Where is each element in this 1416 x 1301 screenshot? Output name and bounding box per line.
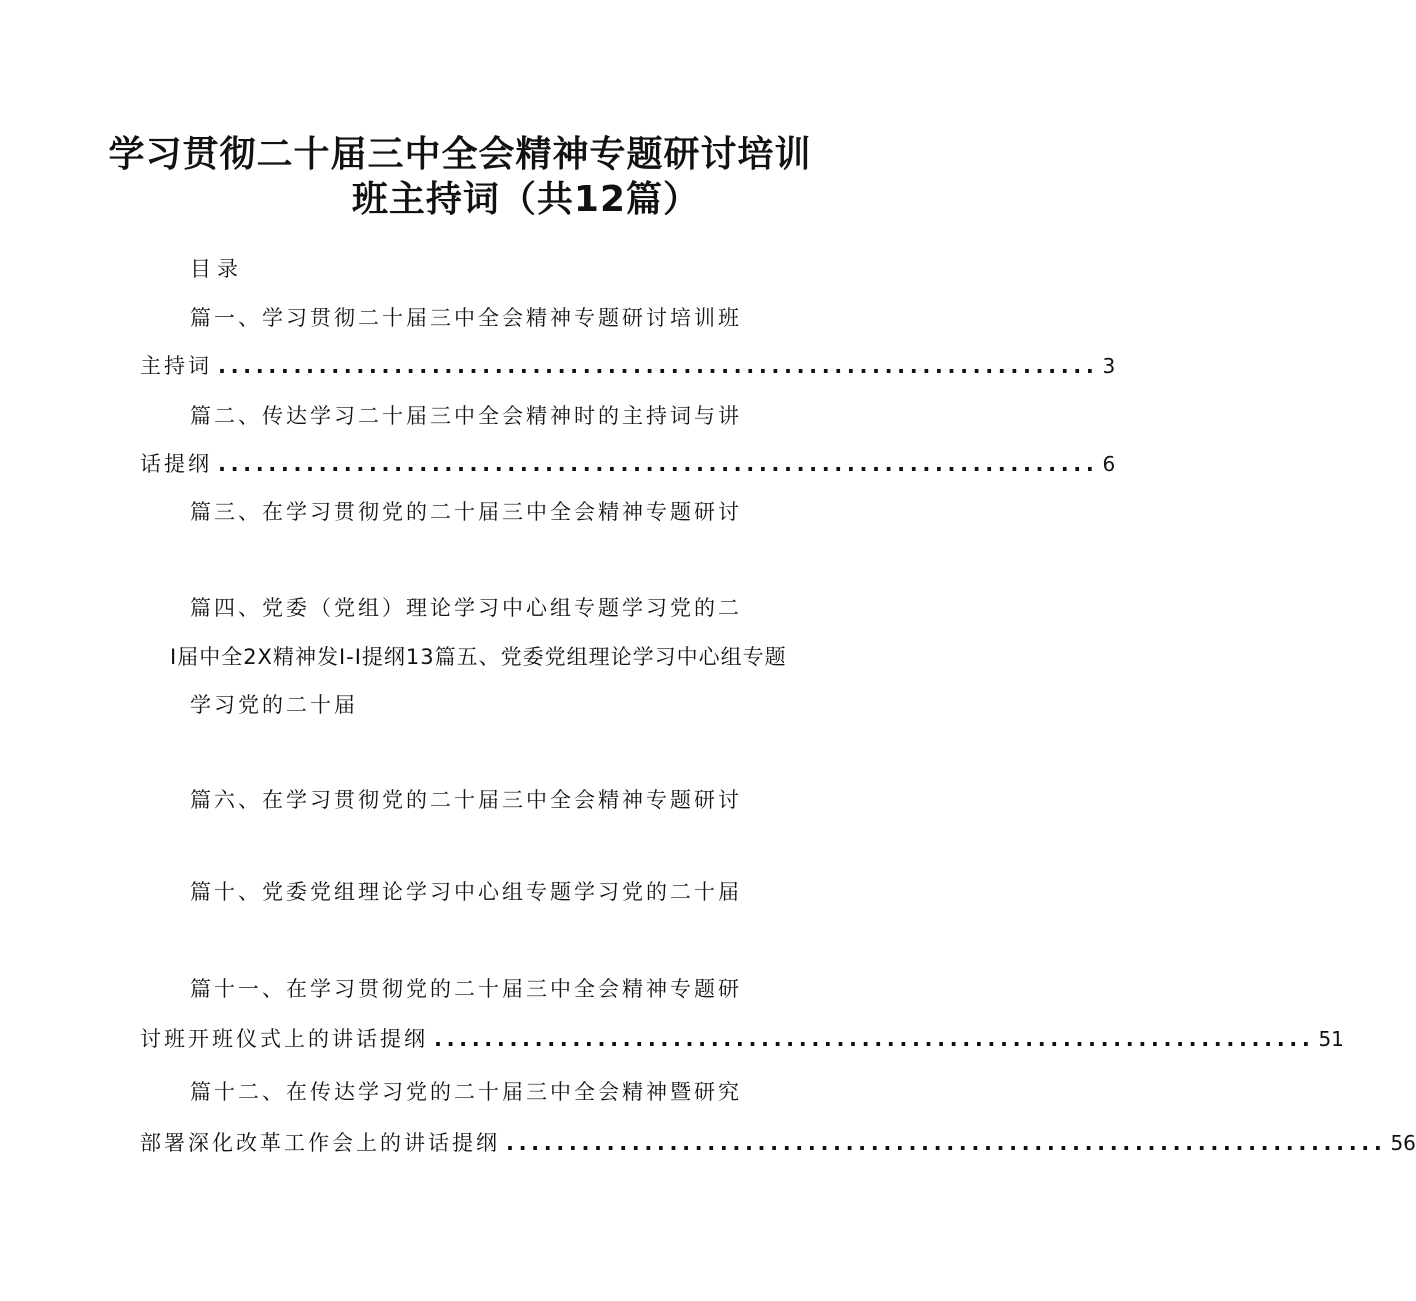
toc-entry-12-cont-text: 部署深化改革工作会上的讲话提纲 <box>140 1131 500 1155</box>
toc-entry-3[interactable]: 篇三、在学习贯彻党的二十届三中全会精神专题研讨 <box>190 500 742 524</box>
toc-leader-dots: ...................................................................... <box>218 452 1099 476</box>
toc-entry-1-page: 3 <box>1102 354 1116 378</box>
toc-leader-dots: ...................................................................... <box>506 1131 1387 1155</box>
toc-entry-12[interactable]: 篇十二、在传达学习党的二十届三中全会精神暨研究 <box>190 1080 742 1104</box>
toc-entry-10[interactable]: 篇十、党委党组理论学习中心组专题学习党的二十届 <box>190 880 742 904</box>
toc-entry-11[interactable]: 篇十一、在学习贯彻党的二十届三中全会精神专题研 <box>190 977 742 1001</box>
toc-entry-garbled[interactable]: I届中全2X精神发I-I提纲13篇五、党委党组理论学习中心组专题 <box>170 645 787 669</box>
toc-entry-12-continuation[interactable] <box>140 1128 1416 1158</box>
document-title-line-1: 学习贯彻二十届三中全会精神专题研讨培训 <box>108 134 812 175</box>
toc-leader-dots: ...................................................................... <box>434 1027 1315 1051</box>
toc-entry-5-continuation[interactable]: 学习党的二十届 <box>190 693 358 717</box>
toc-entry-1-cont-text: 主持词 <box>140 354 212 378</box>
toc-entry-1-continuation[interactable] <box>140 351 1116 381</box>
toc-entry-11-cont-text: 讨班开班仪式上的讲话提纲 <box>140 1027 428 1051</box>
toc-heading: 目录 <box>190 257 244 281</box>
toc-entry-2-cont-text: 话提纲 <box>140 452 212 476</box>
toc-entry-2-page: 6 <box>1102 452 1116 476</box>
toc-leader-dots: ...................................................................... <box>218 354 1099 378</box>
toc-entry-11-continuation[interactable] <box>140 1024 1344 1054</box>
toc-entry-2-continuation[interactable] <box>140 449 1116 479</box>
toc-entry-2[interactable]: 篇二、传达学习二十届三中全会精神时的主持词与讲 <box>190 404 742 428</box>
toc-entry-12-page: 56 <box>1390 1131 1416 1155</box>
toc-entry-1[interactable]: 篇一、学习贯彻二十届三中全会精神专题研讨培训班 <box>190 306 742 330</box>
toc-entry-11-page: 51 <box>1318 1027 1344 1051</box>
toc-entry-6[interactable]: 篇六、在学习贯彻党的二十届三中全会精神专题研讨 <box>190 788 742 812</box>
document-title-line-2: 班主持词（共12篇） <box>351 179 700 220</box>
toc-entry-4[interactable]: 篇四、党委（党组）理论学习中心组专题学习党的二 <box>190 596 742 620</box>
